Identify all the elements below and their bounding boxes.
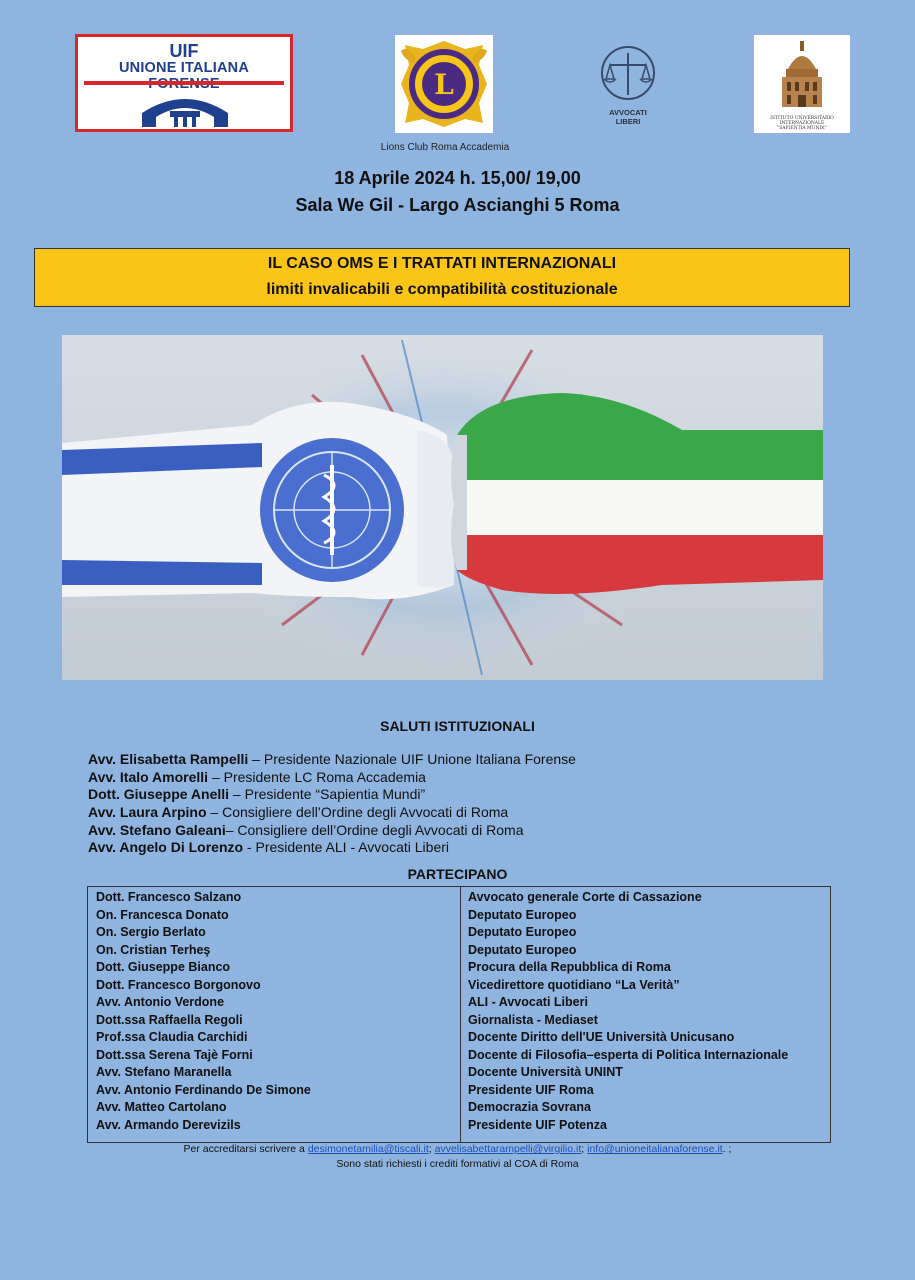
table-row bbox=[88, 994, 830, 1011]
saluti-list bbox=[88, 751, 888, 857]
participant-name: Avv. Antonio Verdone bbox=[96, 995, 225, 1009]
participant-role: Procura della Repubblica di Roma bbox=[468, 960, 671, 974]
participant-role: Avvocato generale Corte di Cassazione bbox=[468, 890, 702, 904]
participant-name: Prof.ssa Claudia Carchidi bbox=[96, 1030, 248, 1044]
table-row bbox=[88, 1012, 830, 1029]
uif-logo-short: UIF bbox=[169, 41, 199, 61]
participant-role: ALI - Avvocati Liberi bbox=[468, 995, 588, 1009]
participant-role: Democrazia Sovrana bbox=[468, 1100, 591, 1114]
title-banner bbox=[34, 248, 850, 307]
partecipano-table bbox=[87, 886, 831, 1143]
footer-sep-2: ; bbox=[581, 1143, 588, 1155]
uif-arch-icon bbox=[140, 89, 230, 127]
table-row bbox=[88, 1064, 830, 1081]
table-row bbox=[88, 942, 830, 959]
participant-role: Deputato Europeo bbox=[468, 907, 577, 922]
event-date: 18 Aprile 2024 h. 15,00/ 19,00 bbox=[334, 168, 581, 188]
dome-building-icon bbox=[754, 35, 850, 109]
participant-name: Avv. Matteo Cartolano bbox=[96, 1100, 227, 1114]
table-row bbox=[88, 924, 830, 941]
table-row bbox=[88, 1047, 830, 1064]
footer-suffix: . ; bbox=[722, 1143, 732, 1155]
ali-logo-text-2: LIBERI bbox=[615, 117, 641, 126]
participant-name: On. Cristian Terheş bbox=[96, 942, 211, 957]
email-link-2[interactable]: avvelisabettarampelli@virgilio.it bbox=[434, 1143, 582, 1155]
table-row bbox=[88, 1099, 830, 1116]
participant-name: Dott.ssa Serena Tajè Forni bbox=[96, 1047, 253, 1062]
footer-contacts bbox=[0, 1143, 915, 1155]
participant-role: Presidente UIF Roma bbox=[468, 1082, 594, 1097]
participant-name: On. Sergio Berlato bbox=[96, 925, 206, 939]
table-row bbox=[88, 907, 830, 924]
sm-logo-text-2: "SAPIENTIA MUNDI" bbox=[777, 126, 827, 131]
email-link-3[interactable]: info@unioneitalianaforense.it bbox=[587, 1143, 723, 1155]
participant-name: Dott. Francesco Borgonovo bbox=[96, 977, 261, 992]
footer-credits: Sono stati richiesti i crediti formativi al COA di Roma bbox=[336, 1158, 579, 1170]
participant-role: Docente Diritto dell'UE Università Unicusano bbox=[468, 1030, 735, 1044]
saluti-role: – Presidente Nazionale UIF Unione Italiana Forense bbox=[248, 751, 576, 767]
saluti-role: – Presidente “Sapientia Mundi” bbox=[229, 786, 426, 803]
uif-logo-bar bbox=[84, 81, 284, 85]
saluti-name: Avv. Laura Arpino bbox=[88, 804, 207, 821]
title-line-2: limiti invalicabili e compatibilità costituzionale bbox=[266, 281, 618, 298]
saluti-name: Avv. Elisabetta Rampelli bbox=[88, 751, 249, 767]
saluti-item bbox=[88, 822, 888, 840]
saluti-item bbox=[88, 786, 888, 804]
saluti-name: Avv. Stefano Galeani bbox=[88, 821, 226, 838]
saluti-item bbox=[88, 769, 888, 787]
uif-logo bbox=[75, 34, 293, 132]
participant-role: Giornalista - Mediaset bbox=[468, 1012, 598, 1027]
saluti-role: – Consigliere dell’Ordine degli Avvocati di Roma bbox=[206, 804, 509, 821]
saluti-name: Dott. Giuseppe Anelli bbox=[88, 786, 230, 803]
saluti-role: - Presidente ALI - Avvocati Liberi bbox=[243, 839, 450, 856]
table-row bbox=[88, 977, 830, 994]
participant-name: Avv. Stefano Maranella bbox=[96, 1065, 232, 1079]
participant-role: Deputato Europeo bbox=[468, 942, 577, 957]
participant-name: Dott. Francesco Salzano bbox=[96, 890, 242, 904]
participant-role: Deputato Europeo bbox=[468, 925, 577, 939]
email-link-1[interactable]: desimonetamilia@tiscali.it bbox=[307, 1143, 429, 1155]
participant-role: Docente Università UNINT bbox=[468, 1065, 623, 1079]
uif-logo-name: UNIONE ITALIANA bbox=[118, 60, 249, 76]
table-row bbox=[88, 1117, 830, 1134]
hero-image bbox=[62, 335, 823, 680]
participant-name: Dott. Giuseppe Bianco bbox=[96, 960, 231, 974]
lions-emblem-icon bbox=[395, 35, 493, 133]
participant-role: Docente di Filosofia–esperta di Politica Internazionale bbox=[468, 1047, 789, 1062]
participant-name: Dott.ssa Raffaella Regoli bbox=[96, 1012, 243, 1027]
svg-text:L: L bbox=[434, 68, 454, 101]
saluti-role: – Presidente LC Roma Accademia bbox=[208, 768, 426, 785]
saluti-name: Avv. Italo Amorelli bbox=[88, 768, 209, 785]
participant-name: Avv. Antonio Ferdinando De Simone bbox=[96, 1082, 311, 1097]
partecipano-heading: PARTECIPANO bbox=[407, 866, 508, 882]
table-row bbox=[88, 889, 830, 906]
sm-logo-text-1: ISTITUTO UNIVERSITARIO INTERNAZIONALE bbox=[770, 116, 834, 126]
avvocati-liberi-logo bbox=[592, 45, 664, 125]
event-venue: Sala We Gil - Largo Ascianghi 5 Roma bbox=[295, 195, 620, 215]
scales-of-justice-icon bbox=[592, 45, 664, 103]
title-line-1: IL CASO OMS E I TRATTATI INTERNAZIONALI bbox=[267, 255, 617, 272]
participant-role: Vicedirettore quotidiano “La Verità” bbox=[468, 977, 680, 992]
participant-name: On. Francesca Donato bbox=[96, 907, 229, 922]
participant-name: Avv. Armando Derevizils bbox=[96, 1117, 241, 1132]
saluti-heading: SALUTI ISTITUZIONALI bbox=[380, 718, 535, 734]
footer-prefix: Per accreditarsi scrivere a bbox=[183, 1143, 308, 1155]
saluti-name: Avv. Angelo Di Lorenzo bbox=[88, 839, 244, 856]
table-row bbox=[88, 1082, 830, 1099]
footer-sep-1: ; bbox=[428, 1143, 435, 1155]
sapientia-mundi-logo bbox=[754, 35, 850, 133]
ali-logo-text-1: AVVOCATI bbox=[609, 108, 647, 117]
saluti-item bbox=[88, 839, 888, 857]
table-row bbox=[88, 1029, 830, 1046]
lions-caption: Lions Club Roma Accademia bbox=[380, 142, 510, 153]
saluti-item bbox=[88, 804, 888, 822]
saluti-role: – Consigliere dell’Ordine degli Avvocati di Roma bbox=[225, 821, 524, 838]
saluti-item bbox=[88, 751, 888, 769]
participant-role: Presidente UIF Potenza bbox=[468, 1117, 607, 1132]
lions-logo bbox=[395, 35, 493, 133]
table-row bbox=[88, 959, 830, 976]
